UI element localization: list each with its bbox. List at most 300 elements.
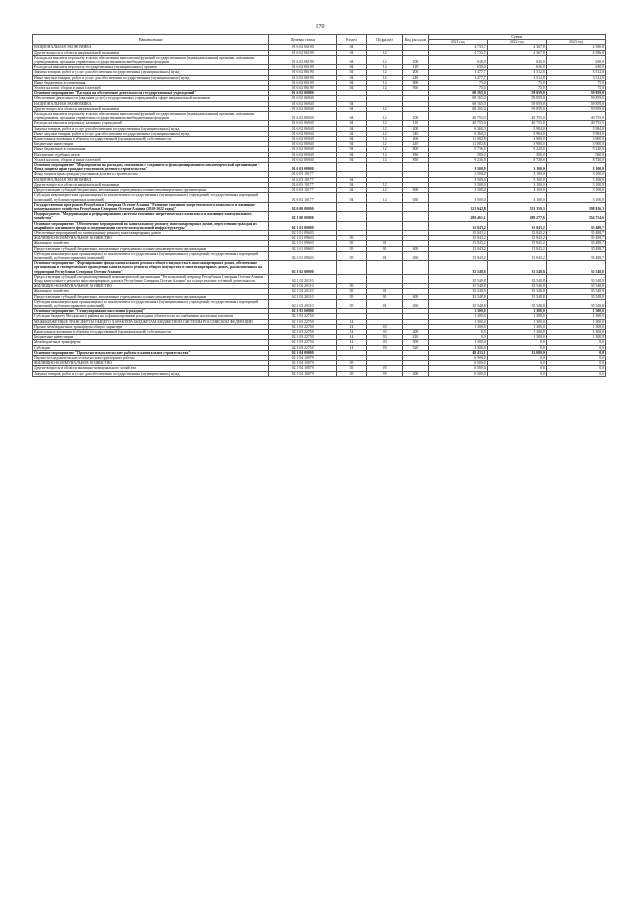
- row-code: 01 6 03 00000: [269, 163, 337, 172]
- row-value-2023: 59 859,0: [546, 91, 605, 96]
- row-code: 02 1 00 00000: [269, 212, 337, 221]
- row-value-2021: 1 300,0: [428, 324, 487, 329]
- row-value-2022: 3 100,0: [487, 172, 546, 177]
- row-value-2022: 8 720,0: [487, 157, 546, 162]
- row-subsection: 03: [367, 335, 403, 340]
- row-value-2023: 75,0: [546, 86, 605, 91]
- row-code: 01 6 03 10177: [269, 172, 337, 177]
- row-code: 02 1 01 09603: [269, 236, 337, 241]
- row-exp-type: 200: [403, 126, 428, 131]
- header-exp-type: Вид расходов: [403, 35, 428, 45]
- row-value-2022: 4 367,8: [487, 50, 546, 55]
- row-name: Расходы на выплаты персоналу в целях обеспечения выполнения функций государственными (муниципальными) органами, казенными учреждениями, органами управления государственными внебюджетными фондами: [33, 55, 269, 64]
- row-value-2023: 75,0: [546, 80, 605, 85]
- row-code: 01 6 02 06940: [269, 101, 337, 106]
- row-section: 04: [336, 112, 366, 121]
- row-name: МЕЖБЮДЖЕТНЫЕ ТРАНСФЕРТЫ ОБЩЕГО ХАРАКТЕРА БЮДЖЕТАМ БЮДЖЕТНОЙ СИСТЕМЫ РОССИЙСКОЙ ФЕДЕРАЦИИ: [33, 319, 269, 324]
- row-name: Иные бюджетные ассигнования: [33, 80, 269, 85]
- table-body: [33, 45, 606, 376]
- row-name: Расходы на выплаты персоналу в целях обеспечения выполнения функций государственными (муниципальными) органами, казенными учреждениями, органами управления государственными внебюджетными фондами: [33, 112, 269, 121]
- row-exp-type: 240: [403, 75, 428, 80]
- row-code: 02 1 03 22750: [269, 329, 337, 334]
- row-section: 04: [336, 137, 366, 142]
- row-code: 02 1 01 09603: [269, 246, 337, 251]
- row-code: 01 6 02 06940: [269, 112, 337, 121]
- row-section: 04: [336, 86, 366, 91]
- row-value-2022: 3 900,0: [487, 142, 546, 147]
- row-value-2023: 35 488,7: [546, 236, 605, 241]
- row-section: 04: [336, 152, 366, 157]
- row-value-2023: 1 300,0: [546, 309, 605, 314]
- row-section: [336, 221, 366, 230]
- header-section: Раздел: [336, 35, 366, 45]
- row-name: Фонд защиты прав граждан-участников долевого строительства: [33, 172, 269, 177]
- row-section: 05: [336, 366, 366, 371]
- row-value-2022: 0,0: [487, 366, 546, 371]
- budget-table: [32, 34, 606, 377]
- row-value-2022: 15 843,2: [487, 241, 546, 246]
- row-exp-type: [403, 163, 428, 172]
- row-name: Уплата налогов, сборов и иных платежей: [33, 86, 269, 91]
- row-value-2021: 6 500,0: [428, 371, 487, 376]
- row-value-2023: 0,0: [546, 366, 605, 371]
- row-value-2021: 11 082,8: [428, 137, 487, 142]
- row-value-2022: 1 300,0: [487, 329, 546, 334]
- row-exp-type: 500: [403, 340, 428, 345]
- row-value-2023: 35 488,7: [546, 221, 605, 230]
- row-name: Субсидии некоммерческим организациям (за исключением государственных (муниципальных) учреждений, государственных корпораций (компаний), публично-правовых компаний): [33, 299, 269, 308]
- row-value-2023: 3 900,0: [546, 142, 605, 147]
- row-value-2022: 59 859,0: [487, 96, 546, 101]
- table-row: [33, 193, 606, 202]
- table-row: [33, 55, 606, 64]
- row-name: Основное мероприятие "Стимулирование населения (граждан)": [33, 309, 269, 314]
- row-code: 01 6 02 06190: [269, 80, 337, 85]
- row-value-2021: 3 500,0: [428, 193, 487, 202]
- row-value-2023: 0,0: [546, 356, 605, 361]
- row-value-2021: 15 843,2: [428, 221, 487, 230]
- row-code: 02 1 03 22750: [269, 319, 337, 324]
- row-name: Другие вопросы в области национальной экономики: [33, 50, 269, 55]
- row-section: 05: [336, 299, 366, 308]
- row-subsection: [367, 202, 403, 211]
- row-value-2021: 0,0: [428, 335, 487, 340]
- row-name: Обеспечение деятельности (оказание услуг) государственных учреждений в сфере национальной экономики: [33, 96, 269, 101]
- row-exp-type: [403, 202, 428, 211]
- row-section: 05: [336, 241, 366, 246]
- row-code: 02 1 04 00000: [269, 350, 337, 355]
- row-value-2023: 3 512,8: [546, 70, 605, 75]
- row-value-2021: 323 042,8: [428, 202, 487, 211]
- row-subsection: 12: [367, 126, 403, 131]
- header-2021: 2021 год: [428, 40, 487, 45]
- row-subsection: 01: [367, 246, 403, 251]
- row-subsection: 12: [367, 147, 403, 152]
- row-subsection: 01: [367, 251, 403, 260]
- row-code: 01 6 02 06940: [269, 131, 337, 136]
- row-section: 05: [336, 289, 366, 294]
- row-code: 02 1 01 09603: [269, 230, 337, 235]
- row-exp-type: 800: [403, 147, 428, 152]
- row-value-2023: 8 720,0: [546, 157, 605, 162]
- row-code: 01 6 02 06940: [269, 106, 337, 111]
- row-section: 05: [336, 284, 366, 289]
- row-exp-type: 850: [403, 86, 428, 91]
- row-value-2022: 75,0: [487, 80, 546, 85]
- row-code: 01 6 03 10177: [269, 182, 337, 187]
- row-value-2022: 3 900,0: [487, 137, 546, 142]
- row-exp-type: [403, 212, 428, 221]
- row-code: 01 6 03 10177: [269, 193, 337, 202]
- row-name: Основное мероприятие "Расходы на обеспечение деятельности государственных учреждений": [33, 91, 269, 96]
- row-section: [336, 163, 366, 172]
- row-name: Основное мероприятие "Проектно-изыскательские работы и капитальное строительство": [33, 350, 269, 355]
- row-name: Предоставление субсидий бюджетным, автономным учреждениям и иным некоммерческим организациям: [33, 246, 269, 251]
- row-section: 04: [336, 157, 366, 162]
- row-exp-type: 630: [403, 193, 428, 202]
- row-name: Научно-исследовательские и опытно-конструкторские работы: [33, 356, 269, 361]
- row-value-2022: 1 300,0: [487, 309, 546, 314]
- row-exp-type: 830: [403, 152, 428, 157]
- row-code: 01 6 02 06940: [269, 152, 337, 157]
- row-value-2022: 9 220,0: [487, 147, 546, 152]
- row-value-2022: 75,0: [487, 86, 546, 91]
- table-row: [33, 274, 606, 283]
- row-name: Бюджетные инвестиции: [33, 142, 269, 147]
- row-subsection: 01: [367, 289, 403, 294]
- row-code: 02 1 02 20110: [269, 299, 337, 308]
- row-exp-type: 120: [403, 65, 428, 70]
- row-subsection: 12: [367, 193, 403, 202]
- row-name: Другие вопросы в области национальной экономики: [33, 106, 269, 111]
- row-value-2022: 3 100,0: [487, 182, 546, 187]
- row-name: ЖИЛИЩНО-КОММУНАЛЬНОЕ ХОЗЯЙСТВО: [33, 236, 269, 241]
- row-value-2022: 59 859,0: [487, 91, 546, 96]
- row-value-2023: 35 548,8: [546, 274, 605, 283]
- row-value-2022: 0,0: [487, 345, 546, 350]
- row-value-2023: 3 100,0: [546, 172, 605, 177]
- row-subsection: 03: [367, 340, 403, 345]
- header-2023: 2023 год: [546, 40, 605, 45]
- row-section: 04: [336, 75, 366, 80]
- row-exp-type: 410: [403, 335, 428, 340]
- row-value-2022: 35 548,8: [487, 294, 546, 299]
- row-code: 02 1 03 22750: [269, 335, 337, 340]
- row-subsection: 01: [367, 294, 403, 299]
- row-value-2023: 35 488,7: [546, 230, 605, 235]
- row-value-2023: 3 100,0: [546, 193, 605, 202]
- row-section: 05: [336, 251, 366, 260]
- row-value-2023: 59 859,0: [546, 101, 605, 106]
- row-subsection: 01: [367, 299, 403, 308]
- row-value-2023: 3 100,0: [546, 188, 605, 193]
- row-name: Закупка товаров, работ и услуг для обеспечения государственных (муниципальных) нужд: [33, 70, 269, 75]
- row-value-2023: 1 300,0: [546, 324, 605, 329]
- table-row: [33, 212, 606, 221]
- row-subsection: 12: [367, 188, 403, 193]
- row-value-2021: 6 500,0: [428, 356, 487, 361]
- row-value-2021: 3 500,0: [428, 172, 487, 177]
- row-value-2021: 3 500,0: [428, 163, 487, 172]
- row-value-2021: 4 733,7: [428, 50, 487, 55]
- row-value-2021: 3 477,7: [428, 70, 487, 75]
- row-value-2023: 1 300,0: [546, 319, 605, 324]
- row-subsection: 12: [367, 157, 403, 162]
- row-subsection: [367, 163, 403, 172]
- row-value-2023: 0,0: [546, 345, 605, 350]
- row-value-2021: 0,0: [428, 329, 487, 334]
- row-value-2021: 15 843,2: [428, 236, 487, 241]
- row-value-2021: 15 843,2: [428, 246, 487, 251]
- row-code: 01 6 02 06190: [269, 65, 337, 70]
- row-section: 05: [336, 246, 366, 251]
- row-subsection: 12: [367, 182, 403, 187]
- row-value-2022: 0,0: [487, 371, 546, 376]
- row-name: Предоставление субсидий бюджетным, автономным учреждениям и иным некоммерческим организациям: [33, 294, 269, 299]
- row-exp-type: 110: [403, 121, 428, 126]
- row-value-2023: 1 300,0: [546, 335, 605, 340]
- row-value-2022: 15 843,2: [487, 236, 546, 241]
- row-value-2022: 0,0: [487, 340, 546, 345]
- row-value-2022: 1 300,0: [487, 324, 546, 329]
- row-value-2022: 35 548,8: [487, 289, 546, 294]
- row-value-2022: 15 843,2: [487, 251, 546, 260]
- row-value-2022: 40 755,0: [487, 112, 546, 121]
- row-value-2022: 289 277,6: [487, 212, 546, 221]
- row-code: 02 1 04 10079: [269, 356, 337, 361]
- row-value-2022: 40 755,0: [487, 121, 546, 126]
- row-subsection: 05: [367, 366, 403, 371]
- table-row: [33, 112, 606, 121]
- row-section: 05: [336, 371, 366, 376]
- row-exp-type: [403, 261, 428, 275]
- row-name: Расходы на выплаты персоналу государственных (муниципальных) органов: [33, 65, 269, 70]
- row-value-2021: 35 548,8: [428, 274, 487, 283]
- row-section: 04: [336, 101, 366, 106]
- row-value-2022: 4 367,8: [487, 45, 546, 50]
- row-name: Расходы на выплаты персоналу казенных учреждений: [33, 121, 269, 126]
- row-value-2022: 35 548,8: [487, 261, 546, 275]
- row-section: 04: [336, 50, 366, 55]
- row-value-2023: 4 396,8: [546, 50, 605, 55]
- row-subsection: 03: [367, 324, 403, 329]
- row-value-2021: 500,0: [428, 152, 487, 157]
- row-code: 02 1 02 00000: [269, 261, 337, 275]
- row-subsection: [367, 212, 403, 221]
- row-code: 02 0 00 00000: [269, 202, 337, 211]
- row-section: [336, 261, 366, 275]
- row-value-2023: 0,0: [546, 371, 605, 376]
- row-value-2023: 35 548,8: [546, 299, 605, 308]
- row-code: 01 6 02 06940: [269, 96, 337, 101]
- row-subsection: 12: [367, 55, 403, 64]
- row-name: НАЦИОНАЛЬНАЯ ЭКОНОМИКА: [33, 101, 269, 106]
- row-value-2021: 15 843,2: [428, 241, 487, 246]
- row-code: 01 6 02 06190: [269, 55, 337, 64]
- row-value-2021: 75,0: [428, 86, 487, 91]
- row-value-2022: 1 300,0: [487, 335, 546, 340]
- row-name: Основное мероприятие "Мероприятия по расходам, связанным с созданием и функционированием некоммерческой организации - Фонд защиты прав граждан-участников долевого строительства": [33, 163, 269, 172]
- row-section: [336, 202, 366, 211]
- row-code: 02 1 02 20110: [269, 274, 337, 283]
- row-subsection: 12: [367, 50, 403, 55]
- row-value-2021: 68 165,0: [428, 101, 487, 106]
- row-value-2021: 11 082,8: [428, 142, 487, 147]
- row-value-2023: 5 984,0: [546, 131, 605, 136]
- row-value-2021: 68 165,0: [428, 96, 487, 101]
- row-section: 14: [336, 324, 366, 329]
- row-value-2023: 500,0: [546, 152, 605, 157]
- row-section: 14: [336, 319, 366, 324]
- row-value-2021: 1 300,0: [428, 319, 487, 324]
- row-code: 02 1 03 22750: [269, 345, 337, 350]
- row-value-2023: 3 100,0: [546, 163, 605, 172]
- row-value-2021: 1 300,0: [428, 345, 487, 350]
- row-name: Подпрограмма "Модернизация и реформирование системы топливно-энергетического комплекса и жилищно-коммунального хозяйства": [33, 212, 269, 221]
- row-value-2023: 35 548,8: [546, 294, 605, 299]
- row-exp-type: 520: [403, 345, 428, 350]
- row-value-2021: 6 500,0: [428, 361, 487, 366]
- row-value-2022: 59 859,0: [487, 101, 546, 106]
- row-value-2021: 4 733,7: [428, 45, 487, 50]
- row-subsection: 12: [367, 65, 403, 70]
- row-code: 02 1 04 10079: [269, 371, 337, 376]
- row-code: 02 1 02 20110: [269, 294, 337, 299]
- row-code: 01 6 02 06190: [269, 70, 337, 75]
- row-value-2021: 280 461,1: [428, 212, 487, 221]
- row-value-2022: 630,0: [487, 55, 546, 64]
- row-section: 04: [336, 70, 366, 75]
- row-code: 01 6 02 06190: [269, 86, 337, 91]
- row-value-2021: 3 500,0: [428, 177, 487, 182]
- row-code: 01 6 03 10177: [269, 177, 337, 182]
- row-value-2021: 3 500,0: [428, 182, 487, 187]
- row-exp-type: 100: [403, 55, 428, 64]
- row-section: 04: [336, 121, 366, 126]
- row-code: 02 1 03 00000: [269, 309, 337, 314]
- row-section: 04: [336, 45, 366, 50]
- row-code: 01 6 02 06940: [269, 137, 337, 142]
- row-value-2022: 3 100,0: [487, 193, 546, 202]
- row-section: 04: [336, 80, 366, 85]
- row-name: Субсидии бюджету Моздокского района на софинансирование расходных обязательств по снабжению населения топливом: [33, 314, 269, 319]
- row-subsection: 03: [367, 329, 403, 334]
- page-number: 170: [315, 24, 325, 30]
- row-section: 04: [336, 182, 366, 187]
- header-name: Наименование: [33, 35, 269, 45]
- row-name: Основное мероприятие "Обеспечение мероприятий по капитальному ремонту многоквартирных домов, переселению граждан из аварийного жилищного фонда и модернизации систем коммунальной инфраструктуры": [33, 221, 269, 230]
- row-code: 02 1 03 22750: [269, 340, 337, 345]
- row-code: 01 6 02 00000: [269, 91, 337, 96]
- row-value-2023: 59 859,0: [546, 106, 605, 111]
- row-code: 02 1 02 20110: [269, 284, 337, 289]
- row-code: 01 6 03 10177: [269, 188, 337, 193]
- row-section: 04: [336, 147, 366, 152]
- row-value-2023: 3 512,8: [546, 75, 605, 80]
- row-name: Иные закупки товаров, работ и услуг для обеспечения государственных (муниципальных) нужд: [33, 131, 269, 136]
- row-value-2021: 6 360,3: [428, 131, 487, 136]
- row-code: 02 1 03 22750: [269, 324, 337, 329]
- row-value-2021: 35 548,8: [428, 294, 487, 299]
- table-row: [33, 299, 606, 308]
- header-subsection: Подраздел: [367, 35, 403, 45]
- row-name: Исполнение судебных актов: [33, 152, 269, 157]
- row-section: 04: [336, 126, 366, 131]
- row-name: Предоставление субсидий специализированной некоммерческой организации "Региональный оператор Республики Северная Осетия-Алания - Фонд капитального ремонта многоквартирных домов в Республике Северная Осетия-Алания" на осуществление уставной деятельности: [33, 274, 269, 283]
- row-value-2022: 630,0: [487, 65, 546, 70]
- row-name: НАЦИОНАЛЬНАЯ ЭКОНОМИКА: [33, 177, 269, 182]
- row-name: Капитальные вложения в объекты государственной (муниципальной) собственности: [33, 329, 269, 334]
- row-name: Межбюджетные трансферты: [33, 340, 269, 345]
- row-value-2021: 9 736,9: [428, 147, 487, 152]
- row-value-2022: 5 984,0: [487, 131, 546, 136]
- row-exp-type: 600: [403, 246, 428, 251]
- row-value-2021: 15 843,2: [428, 251, 487, 260]
- row-value-2021: 68 165,0: [428, 106, 487, 111]
- row-code: 02 1 04 10079: [269, 361, 337, 366]
- row-value-2023: 3 100,0: [546, 182, 605, 187]
- row-value-2023: 0,0: [546, 340, 605, 345]
- row-subsection: 12: [367, 106, 403, 111]
- row-value-2022: 15 843,2: [487, 221, 546, 230]
- row-name: Другие вопросы в области национальной экономики: [33, 182, 269, 187]
- row-value-2023: 59 859,0: [546, 96, 605, 101]
- row-code: 01 6 02 06190: [269, 45, 337, 50]
- row-subsection: 12: [367, 142, 403, 147]
- row-code: 01 6 02 06940: [269, 147, 337, 152]
- row-section: [336, 274, 366, 283]
- row-section: 04: [336, 193, 366, 202]
- row-value-2022: 3 100,0: [487, 188, 546, 193]
- row-name: НАЦИОНАЛЬНАЯ ЭКОНОМИКА: [33, 45, 269, 50]
- row-value-2022: 3 100,0: [487, 163, 546, 172]
- row-value-2022: 3 512,8: [487, 75, 546, 80]
- row-subsection: [367, 274, 403, 283]
- row-name: Государственная программа Республики Северная Осетия-Алания "Развитие топливно-энергетического комплекса и жилищно-коммунального хозяйства Республики Северная Осетия-Алания (2020-2022 годы)": [33, 202, 269, 211]
- row-value-2021: 75,0: [428, 80, 487, 85]
- row-value-2023: 9 220,0: [546, 147, 605, 152]
- row-value-2021: 35 548,8: [428, 289, 487, 294]
- row-value-2022: 35 548,8: [487, 299, 546, 308]
- row-code: 02 1 01 00000: [269, 221, 337, 230]
- row-section: 04: [336, 188, 366, 193]
- row-value-2023: 35 488,7: [546, 241, 605, 246]
- table-row: [33, 163, 606, 172]
- row-section: 14: [336, 345, 366, 350]
- row-value-2023: 5 984,0: [546, 126, 605, 131]
- row-section: [336, 212, 366, 221]
- row-value-2022: 35 548,8: [487, 274, 546, 283]
- row-value-2022: 5 984,0: [487, 126, 546, 131]
- row-value-2023: 0,0: [546, 361, 605, 366]
- row-value-2023: 1 300,0: [546, 314, 605, 319]
- row-name: Закупка товаров, работ и услуг для обеспечения государственных (муниципальных) нужд: [33, 371, 269, 376]
- row-value-2021: 6 500,0: [428, 366, 487, 371]
- row-section: 14: [336, 335, 366, 340]
- row-value-2022: 3 512,8: [487, 70, 546, 75]
- row-name: Обеспечение мероприятий по капитальному ремонту многоквартирных домов: [33, 230, 269, 235]
- table-row: [33, 251, 606, 260]
- row-value-2021: 1 300,0: [428, 309, 487, 314]
- row-name: Другие вопросы в области жилищно-коммунального хозяйства: [33, 366, 269, 371]
- row-value-2023: 35 548,8: [546, 284, 605, 289]
- row-value-2021: 35 548,8: [428, 261, 487, 275]
- row-subsection: 12: [367, 112, 403, 121]
- row-exp-type: 240: [403, 131, 428, 136]
- row-section: 14: [336, 329, 366, 334]
- row-exp-type: 600: [403, 188, 428, 193]
- row-value-2023: 630,0: [546, 65, 605, 70]
